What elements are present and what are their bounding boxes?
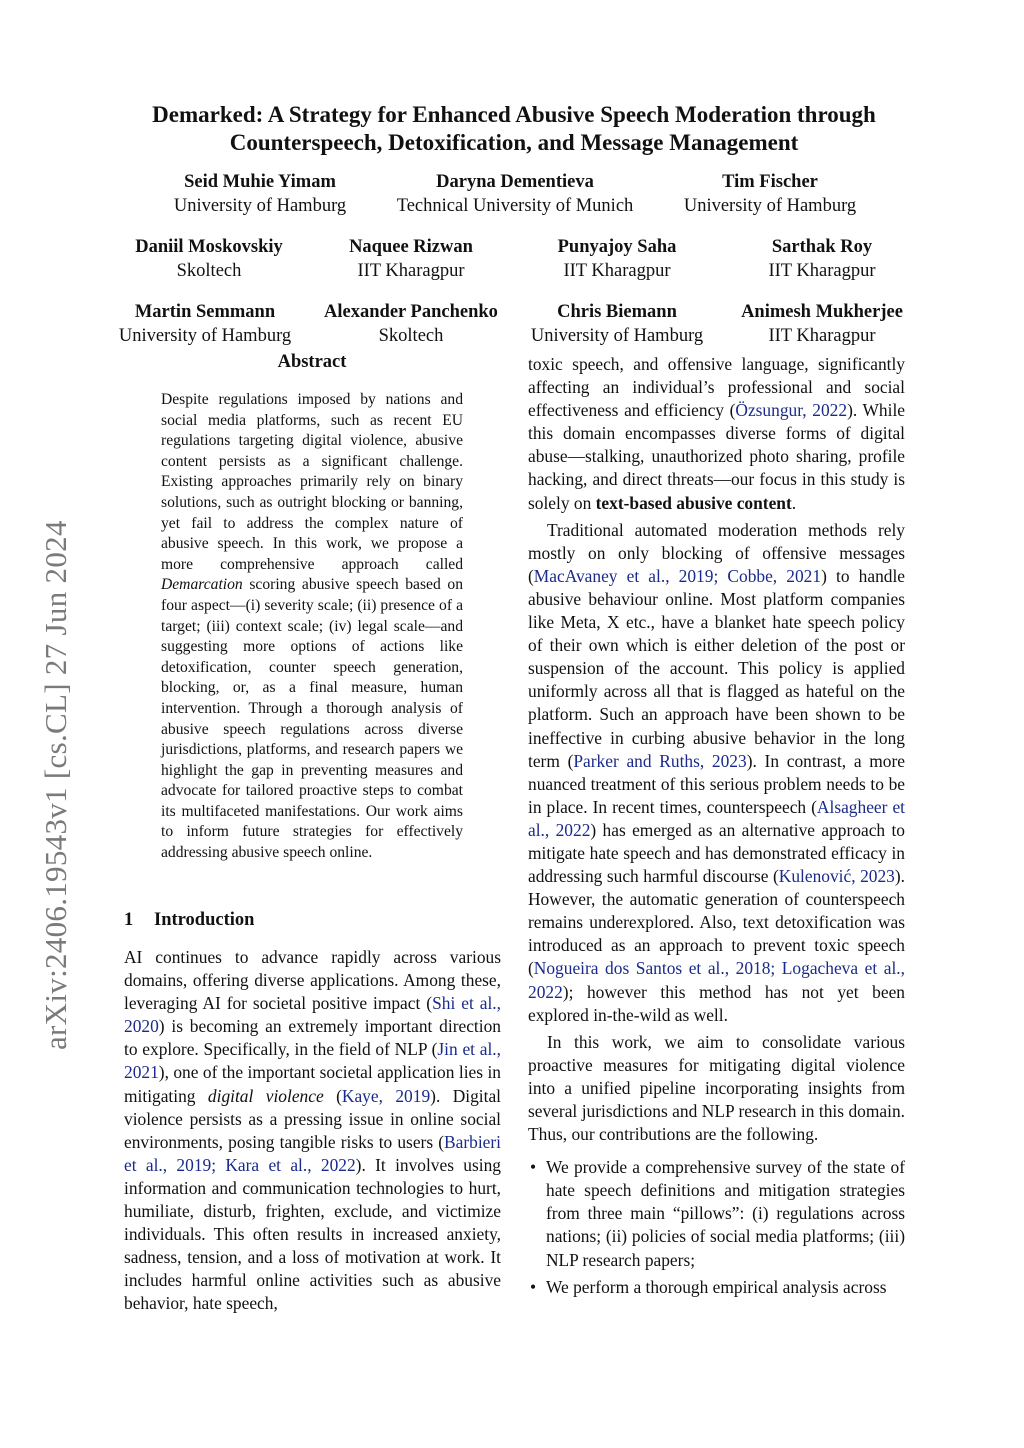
body-text: ). Digital violence persists as a pressing issue in online social environments, posing tangible risks to users ( xyxy=(124,1085,502,1152)
body-text: toxic speech, and offensive language, significantly affecting an individual’s professional and social effectiveness and efficiency ( xyxy=(528,354,905,421)
author-name: Seid Muhie Yimam xyxy=(184,172,336,192)
author-affiliation: University of Hamburg xyxy=(118,326,292,346)
author-name: Punyajoy Saha xyxy=(557,237,677,257)
body-text: ). However, the automatic generation of counterspeech remains underexplored. Also, text detoxification was introduced as an approach to prevent toxic speech ( xyxy=(528,866,905,979)
title-line-1: Demarked: A Strategy for Enhanced Abusive Speech Moderation through xyxy=(152,102,876,127)
body-text: AI continues to advance rapidly across various domains, offering diverse applications. Among these, leveraging AI for societal positive impact ( xyxy=(124,947,501,1014)
body-text: ); however this method has not yet been explored in-the-wild as well. xyxy=(528,981,905,1025)
author-name: Chris Biemann xyxy=(557,302,677,322)
author-block xyxy=(160,170,360,218)
citation-link[interactable]: Parker and Ruths, 2023 xyxy=(573,750,747,771)
author-affiliation: IIT Kharagpur xyxy=(768,261,876,281)
author-block xyxy=(320,235,502,283)
author-name: Naquee Rizwan xyxy=(349,237,473,257)
author-block xyxy=(517,300,717,348)
intro-paragraph-1 xyxy=(124,946,501,1316)
author-block xyxy=(110,235,308,283)
intro-paragraph-3: In this work, we aim to consolidate various proactive measures for mitigating digital violence into a unified pipeline incorporating insights from several jurisdictions and NLP research in this domain. Thus, our contributions are the following. xyxy=(528,1031,905,1145)
author-affiliation: Technical University of Munich xyxy=(396,196,634,216)
author-name: Animesh Mukherjee xyxy=(741,302,903,322)
abstract-text: scoring abusive speech based on four aspect—(i) severity scale; (ii) presence of a target; (iii) context scale; (iv) legal scale—and suggesting more options of actions like detoxification, counter speech generation, blocking, or, as a final measure, human intervention. Through a thorough analysis of abusive speech regulations across diverse jurisdictions, platforms, and research papers we highlight the gap in preventing measures and advocate for tailored proactive steps to combat its multifaceted manifestations. Our work aims to inform future strategies for effectively addressing abusive speech online. xyxy=(161,576,463,862)
author-affiliation: IIT Kharagpur xyxy=(357,261,465,281)
arxiv-sidebar-stamp: arXiv:2406.19543v1 [cs.CL] 27 Jun 2024 xyxy=(38,520,73,1050)
left-column xyxy=(124,946,501,1316)
author-name: Daniil Moskovskiy xyxy=(135,237,283,257)
body-text: ). While this domain encompasses diverse forms of digital abuse—stalking, unauthorized photo sharing, profile hacking, and direct threats—our focus in this study is solely on xyxy=(528,400,905,513)
author-block xyxy=(105,300,305,348)
author-name: Sarthak Roy xyxy=(771,237,873,257)
intro-paragraph-2 xyxy=(528,519,905,1027)
list-item: • We perform a thorough empirical analysis across xyxy=(528,1276,905,1299)
abstract-term: Demarcation xyxy=(161,576,243,594)
author-affiliation: University of Hamburg xyxy=(173,196,347,216)
citation-link[interactable]: Kaye, 2019 xyxy=(341,1085,431,1106)
abstract-body xyxy=(161,390,463,864)
citation-link[interactable]: Özsungur, 2022 xyxy=(735,400,848,421)
author-name: Tim Fischer xyxy=(722,172,818,192)
author-name: Alexander Panchenko xyxy=(324,302,498,322)
citation-link[interactable]: Alsagheer et al., 2022 xyxy=(528,796,905,840)
section-heading-introduction xyxy=(124,910,500,931)
citation-link[interactable]: Shi et al., 2020 xyxy=(124,993,501,1037)
citation-link[interactable]: Jin et al., 2021 xyxy=(124,1039,501,1083)
citation-link[interactable]: Nogueira dos Santos et al., 2018; Logacheva et al., 2022 xyxy=(528,958,905,1002)
contribution-list xyxy=(528,1156,905,1299)
abstract-text: Despite regulations imposed by nations and social media platforms, such as recent EU regulations targeting digital violence, abusive content persists as a significant challenge. Existing approaches primarily rely on binary solutions, such as outright blocking or banning, yet fail to address the complex nature of abusive speech. In this work, we propose a more comprehensive approach called xyxy=(161,391,463,573)
body-text: . xyxy=(791,492,797,513)
author-affiliation: Skoltech xyxy=(176,261,242,281)
citation-link[interactable]: MacAvaney et al., 2019; Cobbe, 2021 xyxy=(533,565,822,586)
paper-title xyxy=(110,101,918,157)
title-line-2: Counterspeech, Detoxification, and Message Management xyxy=(229,130,799,155)
body-text: ). It involves using information and communication technologies to hurt, humiliate, disturb, frighten, exclude, and victimize individuals. This often results in increased anxiety, sadness, tension, and a loss of motivation at work. It includes harmful online activities such as abusive behavior, hate speech, xyxy=(124,1154,501,1314)
citation-link[interactable]: Barbieri et al., 2019; Kara et al., 2022 xyxy=(124,1131,501,1175)
author-block xyxy=(724,300,920,348)
author-name: Daryna Dementieva xyxy=(436,172,594,192)
body-text: ) has emerged as an alternative approach to mitigate hate speech and has demonstrated efficacy in addressing such harmful discourse ( xyxy=(528,819,905,887)
list-item: • We provide a comprehensive survey of the state of hate speech definitions and mitigation strategies from three main “pillows”: (i) regulations across nations; (ii) policies of social media platforms; (iii) NLP research papers; xyxy=(528,1156,905,1271)
body-text: ) is becoming an extremely important direction to explore. Specifically, in the field of NLP ( xyxy=(124,1016,501,1060)
body-text: ) to handle abusive behaviour online. Most platform companies like Meta, X etc., have a blanket hate speech policy of their own which is either deletion of the post or suspension of the account. This policy is applied uniformly across all that is flagged as hateful on the platform. Such an approach have been shown to be ineffective in curbing abusive behavior in the long term ( xyxy=(528,565,906,771)
author-block xyxy=(380,170,650,218)
emphasis-text: digital violence xyxy=(207,1085,324,1106)
author-affiliation: University of Hamburg xyxy=(530,326,704,346)
author-name: Martin Semmann xyxy=(134,302,276,322)
right-column xyxy=(528,353,905,1303)
citation-link[interactable]: Kulenović, 2023 xyxy=(778,866,895,887)
author-block xyxy=(308,300,514,348)
abstract-heading: Abstract xyxy=(277,352,347,372)
author-block xyxy=(670,170,870,218)
section-title: Introduction xyxy=(154,910,255,930)
bold-text: text-based abusive content xyxy=(595,492,792,513)
body-text: ( xyxy=(323,1085,342,1106)
author-affiliation: Skoltech xyxy=(378,326,444,346)
intro-paragraph-1-continued xyxy=(528,353,905,515)
author-block xyxy=(525,235,709,283)
author-affiliation: IIT Kharagpur xyxy=(563,261,671,281)
body-text: ), one of the important societal application lies in mitigating xyxy=(124,1062,501,1106)
author-affiliation: University of Hamburg xyxy=(683,196,857,216)
author-affiliation: IIT Kharagpur xyxy=(768,326,876,346)
section-number: 1 xyxy=(124,910,134,930)
author-block xyxy=(730,235,914,283)
body-text: ). In contrast, a more nuanced treatment of this serious problem needs to be in place. In recent times, counterspeech ( xyxy=(528,750,905,817)
body-text: Traditional automated moderation methods rely mostly on only blocking of offensive messages ( xyxy=(528,519,905,586)
